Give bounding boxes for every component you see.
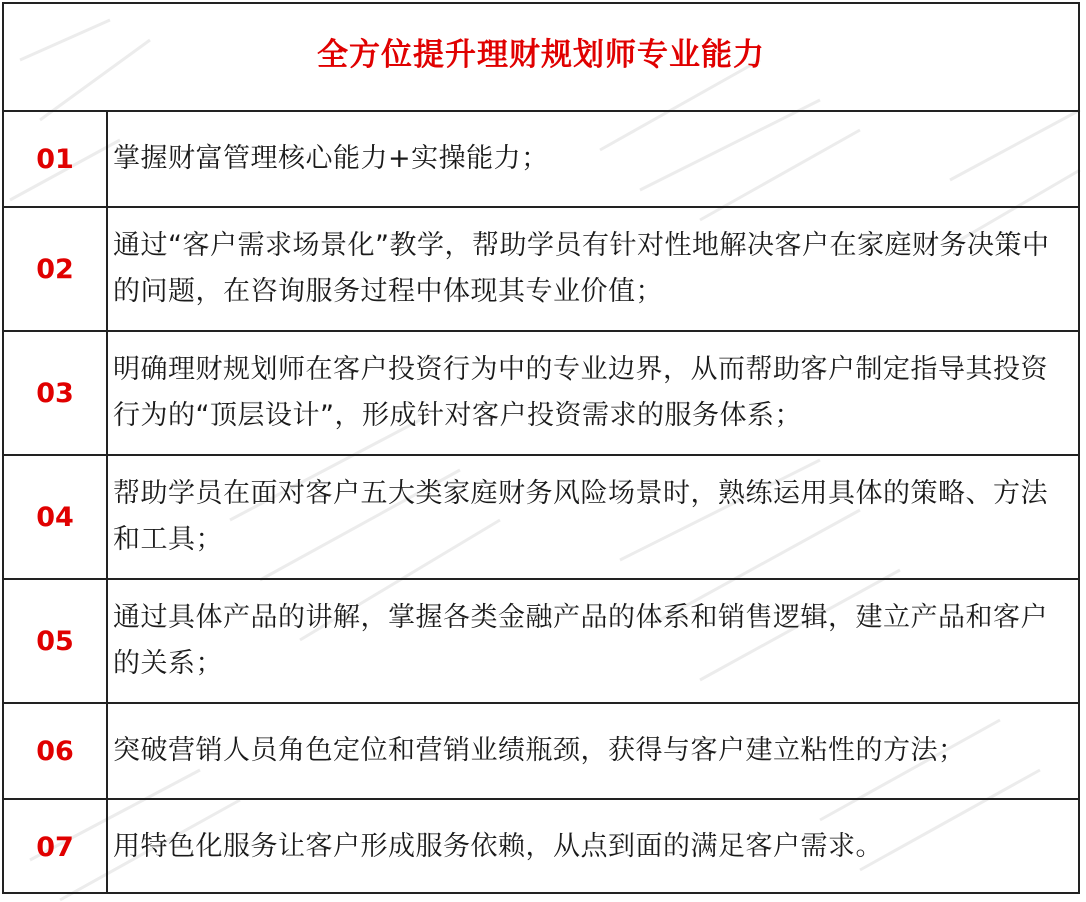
row-text: 通过具体产品的讲解，掌握各类金融产品的体系和销售逻辑，建立产品和客户的关系； xyxy=(113,602,1048,679)
title-row xyxy=(4,4,1078,112)
row-text: 帮助学员在面对客户五大类家庭财务风险场景时，熟练运用具体的策略、方法和工具； xyxy=(113,478,1048,555)
row-text: 掌握财富管理核心能力+实操能力； xyxy=(113,143,549,174)
table-row xyxy=(4,208,1078,332)
table-row xyxy=(4,580,1078,704)
row-number: 01 xyxy=(4,112,108,206)
page-title: 全方位提升理财规划师专业能力 xyxy=(317,36,765,73)
row-text: 突破营销人员角色定位和营销业绩瓶颈，获得与客户建立粘性的方法； xyxy=(113,735,966,766)
table-row xyxy=(4,332,1078,456)
content-table xyxy=(2,2,1080,894)
row-text: 明确理财规划师在客户投资行为中的专业边界，从而帮助客户制定指导其投资行为的“顶层设计”，形成针对客户投资需求的服务体系； xyxy=(113,354,1048,431)
row-number: 05 xyxy=(4,580,108,702)
row-number: 04 xyxy=(4,456,108,578)
row-number: 03 xyxy=(4,332,108,454)
table-row xyxy=(4,704,1078,800)
table-row xyxy=(4,800,1078,894)
row-text: 通过“客户需求场景化”教学，帮助学员有针对性地解决客户在家庭财务决策中的问题，在咨询服务过程中体现其专业价值； xyxy=(113,230,1050,307)
table-row xyxy=(4,112,1078,208)
row-text: 用特色化服务让客户形成服务依赖，从点到面的满足客户需求。 xyxy=(113,831,883,862)
row-number: 02 xyxy=(4,208,108,330)
row-number: 06 xyxy=(4,704,108,798)
row-number: 07 xyxy=(4,800,108,894)
table-row xyxy=(4,456,1078,580)
